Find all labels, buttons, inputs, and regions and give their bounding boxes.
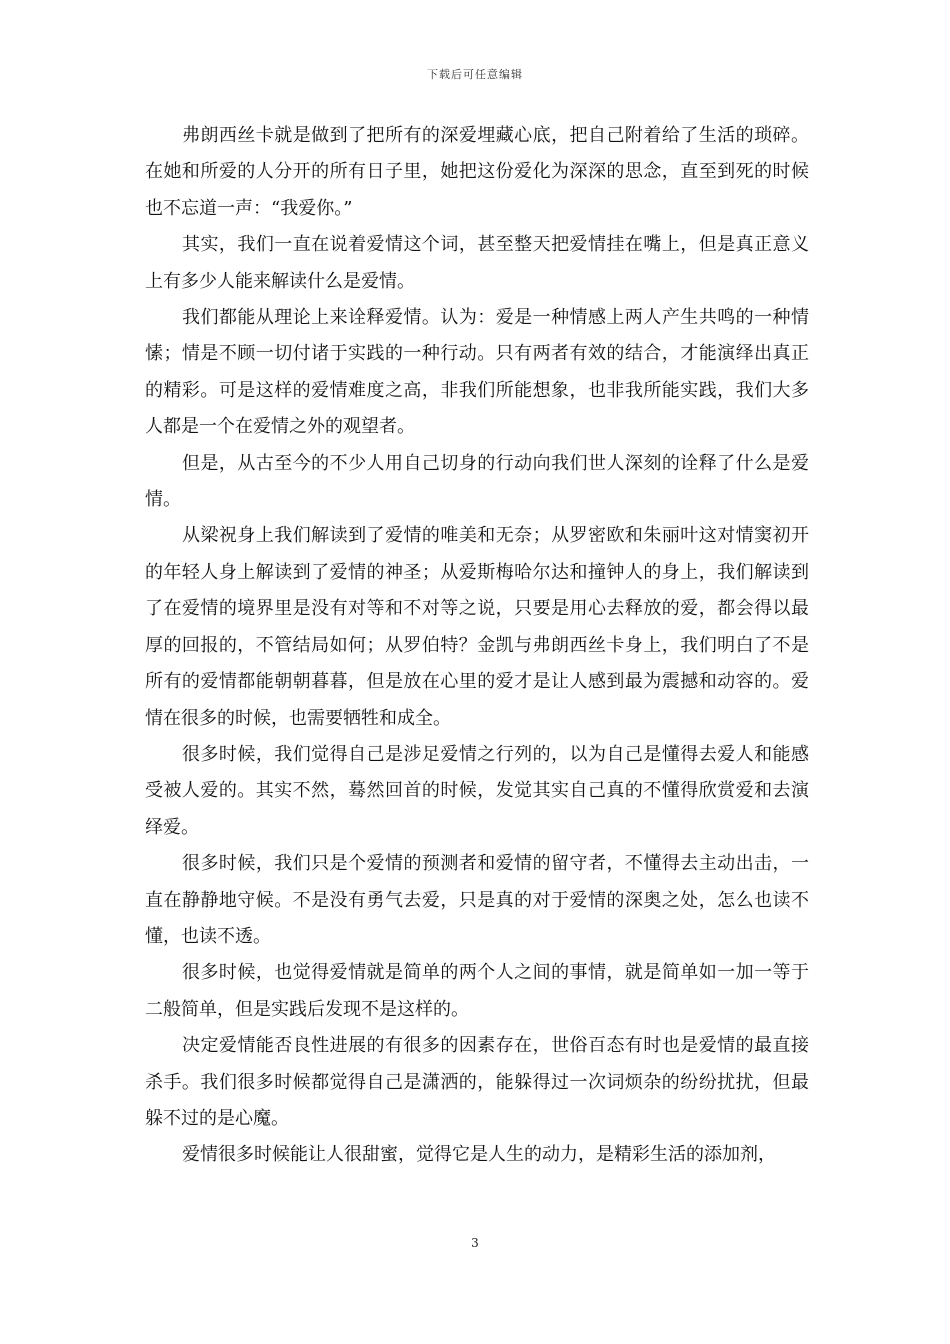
paragraph: 我们都能从理论上来诠释爱情。认为：爱是一种情感上两人产生共鸣的一种情愫；情是不顾一切付诸于实践的一种行动。只有两者有效的结合，才能演绎出真正的精彩。可是这样的爱情难度之高，非我们所能想象，也非我所能实践，我们大多人都是一个在爱情之外的观望者。 [145,307,809,438]
paragraph: 爱情很多时候能让人很甜蜜，觉得它是人生的动力，是精彩生活的添加剂， [182,1144,776,1166]
document-body [145,118,809,1174]
paragraph: 很多时候，我们只是个爱情的预测者和爱情的留守者，不懂得去主动出击，一直在静静地守候。不是没有勇气去爱，只是真的对于爱情的深奥之处，怎么也读不懂，也读不透。 [145,853,809,947]
page-number: 3 [471,1236,479,1250]
paragraph: 其实，我们一直在说着爱情这个词，甚至整天把爱情挂在嘴上，但是真正意义上有多少人能来解读什么是爱情。 [145,234,809,292]
paragraph: 弗朗西丝卡就是做到了把所有的深爱埋藏心底，把自己附着给了生活的琐碎。在她和所爱的人分开的所有日子里，她把这份爱化为深深的思念，直至到死的时候也不忘道一声：“我爱你。” [145,125,809,219]
paragraph: 但是，从古至今的不少人用自己切身的行动向我们世人深刻的诠释了什么是爱情。 [145,452,809,511]
page-header: 下载后可任意编辑 [427,68,523,81]
paragraph: 很多时候，我们觉得自己是涉足爱情之行列的，以为自己是懂得去爱人和能感受被人爱的。其实不然，蓦然回首的时候，发觉其实自己真的不懂得欣赏爱和去演绎爱。 [145,743,809,838]
paragraph: 很多时候，也觉得爱情就是简单的两个人之间的事情，就是简单如一加一等于二般简单，但是实践后发现不是这样的。 [145,962,809,1020]
paragraph: 决定爱情能否良性进展的有很多的因素存在，世俗百态有时也是爱情的最直接杀手。我们很多时候都觉得自己是潇洒的，能躲得过一次词烦杂的纷纷扰扰，但最躲不过的是心魔。 [145,1035,809,1129]
paragraph: 从梁祝身上我们解读到了爱情的唯美和无奈；从罗密欧和朱丽叶这对情窦初开的年轻人身上解读到了爱情的神圣；从爱斯梅哈尔达和撞钟人的身上，我们解读到了在爱情的境界里是没有对等和不对等之说，只要是用心去释放的爱，都会得以最厚的回报的，不管结局如何；从罗伯特？金凯与弗朗西丝卡身上，我们明白了不是所有的爱情都能朝朝暮暮，但是放在心里的爱才是让人感到最为震撼和动容的。爱情在很多的时候，也需要牺牲和成全。 [145,525,809,729]
